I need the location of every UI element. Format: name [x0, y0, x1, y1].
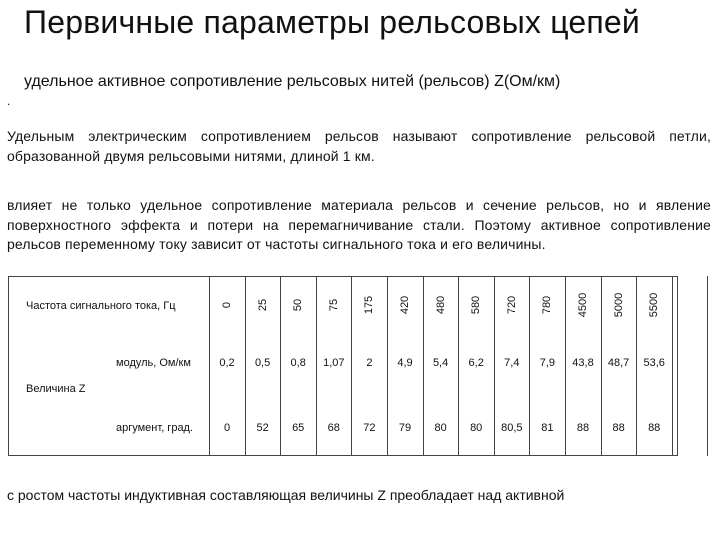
frequency-value: 50 [292, 298, 305, 312]
frequency-value: 5500 [648, 292, 661, 318]
frequency-value: 4500 [577, 292, 589, 318]
modulus-cell: 7,4 [504, 357, 520, 369]
frequency-value: 0 [221, 301, 233, 309]
argument-cell: 88 [612, 422, 625, 434]
modulus-cell: 7,9 [539, 357, 556, 369]
modulus-cell: 0,8 [290, 357, 306, 369]
table-right-border [677, 276, 678, 456]
frequency-header-cell [245, 276, 281, 334]
argument-cell: 88 [648, 422, 661, 434]
argument-row-label: аргумент, град. [116, 422, 194, 434]
argument-cell: 68 [327, 422, 340, 434]
table-left-border [8, 276, 9, 456]
frequency-header-cell [601, 276, 637, 334]
argument-cell: 72 [363, 422, 376, 434]
modulus-cell: 0,5 [254, 357, 271, 369]
frequency-value: 5000 [612, 292, 625, 318]
frequency-header-cell [316, 276, 352, 334]
modulus-cell: 2 [366, 357, 373, 369]
argument-cell: 88 [576, 422, 590, 434]
frequency-value: 175 [363, 295, 376, 315]
modulus-cell: 1,07 [323, 357, 345, 369]
frequency-value: 75 [327, 298, 340, 312]
paragraph-influence: влияет не только удельное сопротивление материала рельсов и сечение рельсов, но и явление поверхностного эффекта и потери на перемагничивание стали. Поэтому активное сопротивление рельсов переменному току зависит от частоты сигнального тока и его величины. [7, 197, 711, 252]
frequency-header-cell [494, 276, 530, 334]
frequency-value: 480 [434, 295, 447, 315]
resistance-table [8, 276, 678, 456]
argument-cell: 80 [470, 422, 483, 434]
frequency-header-cell [423, 276, 459, 334]
value-group-label: Величина Z [26, 383, 86, 395]
modulus-cell: 53,6 [643, 357, 665, 369]
frequency-header-cell [209, 276, 245, 334]
frequency-header-cell [529, 276, 565, 334]
modulus-cell: 4,9 [397, 357, 413, 369]
argument-cell: 0 [223, 422, 231, 434]
frequency-header-cell [351, 276, 387, 334]
frequency-value: 720 [505, 295, 518, 315]
subtitle: удельное активное сопротивление рельсовых нитей (рельсов) Z(Ом/км) [24, 73, 561, 90]
argument-cell: 79 [398, 422, 412, 434]
frequency-header-cell [280, 276, 316, 334]
paragraph-definition: Удельным электрическим сопротивлением рельсов называют сопротивление рельсовой петли, образованной двумя рельсовыми нитями, длиной 1 км. [7, 128, 711, 164]
argument-cell: 81 [541, 422, 554, 434]
argument-cell: 65 [292, 422, 305, 434]
frequency-header-cell [565, 276, 601, 334]
table-bottom-border [8, 455, 678, 456]
frequency-header-cell [387, 276, 423, 334]
modulus-cell: 43,8 [572, 357, 594, 369]
modulus-cell: 6,2 [468, 357, 484, 369]
frequency-header-cell [636, 276, 672, 334]
frequency-value: 580 [470, 295, 483, 315]
bullet-dot: . [7, 94, 11, 108]
argument-cell: 80 [434, 422, 447, 434]
frequency-value: 420 [399, 295, 411, 315]
footer-note: с ростом частоты индуктивная составляющая величины Z преобладает над активной [7, 487, 565, 503]
page-title: Первичные параметры рельсовых цепей [24, 4, 640, 40]
frequency-value: 780 [541, 295, 554, 315]
frequency-header-cell [458, 276, 494, 334]
argument-cell: 52 [256, 422, 269, 434]
argument-cell: 80,5 [501, 422, 523, 434]
frequency-value: 25 [256, 298, 269, 312]
modulus-row-label: модуль, Ом/км [116, 357, 191, 369]
modulus-cell: 5,4 [432, 357, 449, 369]
table-column-divider [707, 276, 708, 456]
modulus-cell: 48,7 [607, 357, 630, 369]
frequency-header: Частота сигнального тока, Гц [26, 300, 176, 312]
modulus-cell: 0,2 [219, 357, 235, 369]
